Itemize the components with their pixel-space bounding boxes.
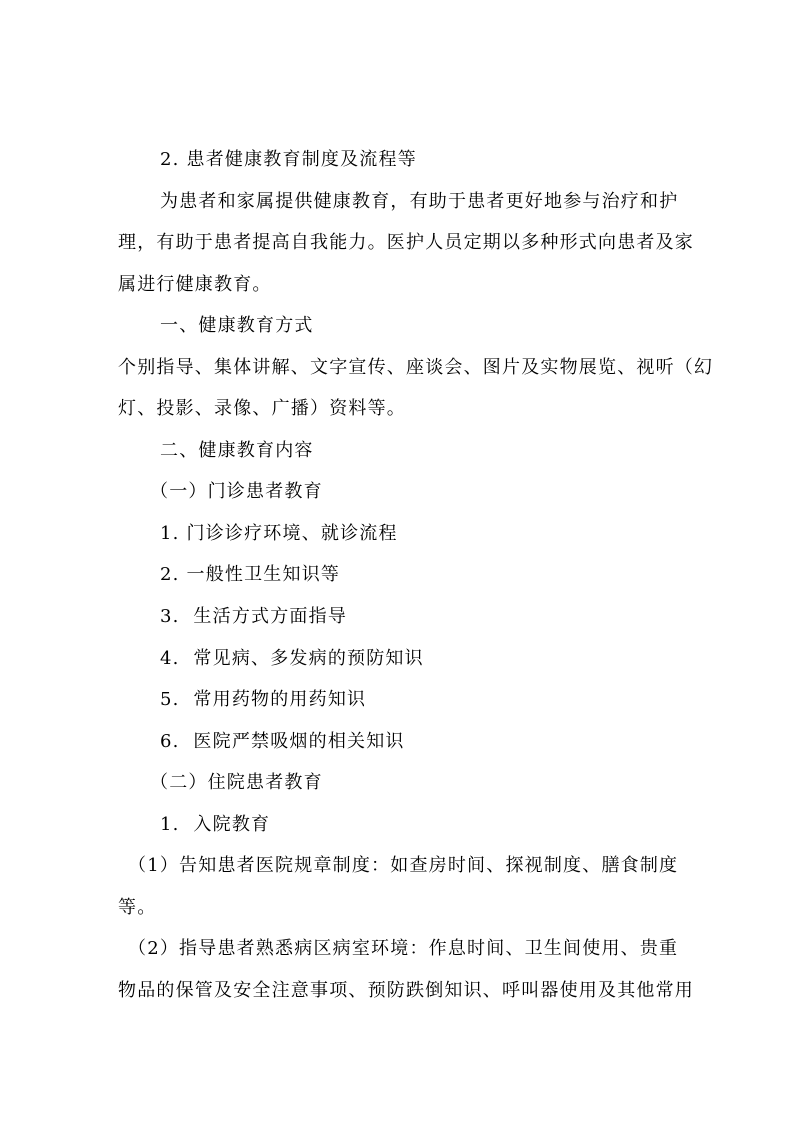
document-heading: 2. 患者健康教育制度及流程等 [160, 149, 417, 170]
list-item: 4. 常见病、多发病的预防知识 [160, 647, 424, 669]
methods-line: 灯、投影、录像、广播）资料等。 [118, 398, 406, 420]
intro-line: 为患者和家属提供健康教育，有助于患者更好地参与治疗和护 [160, 190, 679, 212]
admission-point-line: 物品的保管及安全注意事项、预防跌倒知识、呼叫器使用及其他常用 [118, 979, 694, 1001]
list-item: 5. 常用药物的用药知识 [160, 689, 367, 711]
intro-line: 理，有助于患者提高自我能力。医护人员定期以多种形式向患者及家 [118, 232, 694, 254]
subsection-title-inpatient: （二）住院患者教育 [150, 772, 323, 794]
document-body [118, 139, 718, 1011]
list-item: 1. 门诊诊疗环境、就诊流程 [160, 522, 398, 544]
list-item: 6. 医院严禁吸烟的相关知识 [160, 730, 405, 752]
admission-point-line: （1）告知患者医院规章制度：如查房时间、探视制度、膳食制度 [128, 855, 679, 877]
admission-point-line: 等。 [118, 896, 157, 918]
intro-line: 属进行健康教育。 [118, 273, 272, 295]
section-title-content: 二、健康教育内容 [160, 439, 314, 461]
admission-title: 1. 入院教育 [160, 813, 271, 835]
subsection-title-outpatient: （一）门诊患者教育 [150, 481, 323, 503]
admission-point-line: （2）指导患者熟悉病区病室环境：作息时间、卫生间使用、贵重 [128, 938, 679, 960]
methods-line: 个别指导、集体讲解、文字宣传、座谈会、图片及实物展览、视听（幻 [118, 356, 714, 378]
section-title-methods: 一、健康教育方式 [160, 315, 314, 337]
list-item: 3. 生活方式方面指导 [160, 606, 348, 628]
list-item: 2. 一般性卫生知识等 [160, 564, 341, 586]
